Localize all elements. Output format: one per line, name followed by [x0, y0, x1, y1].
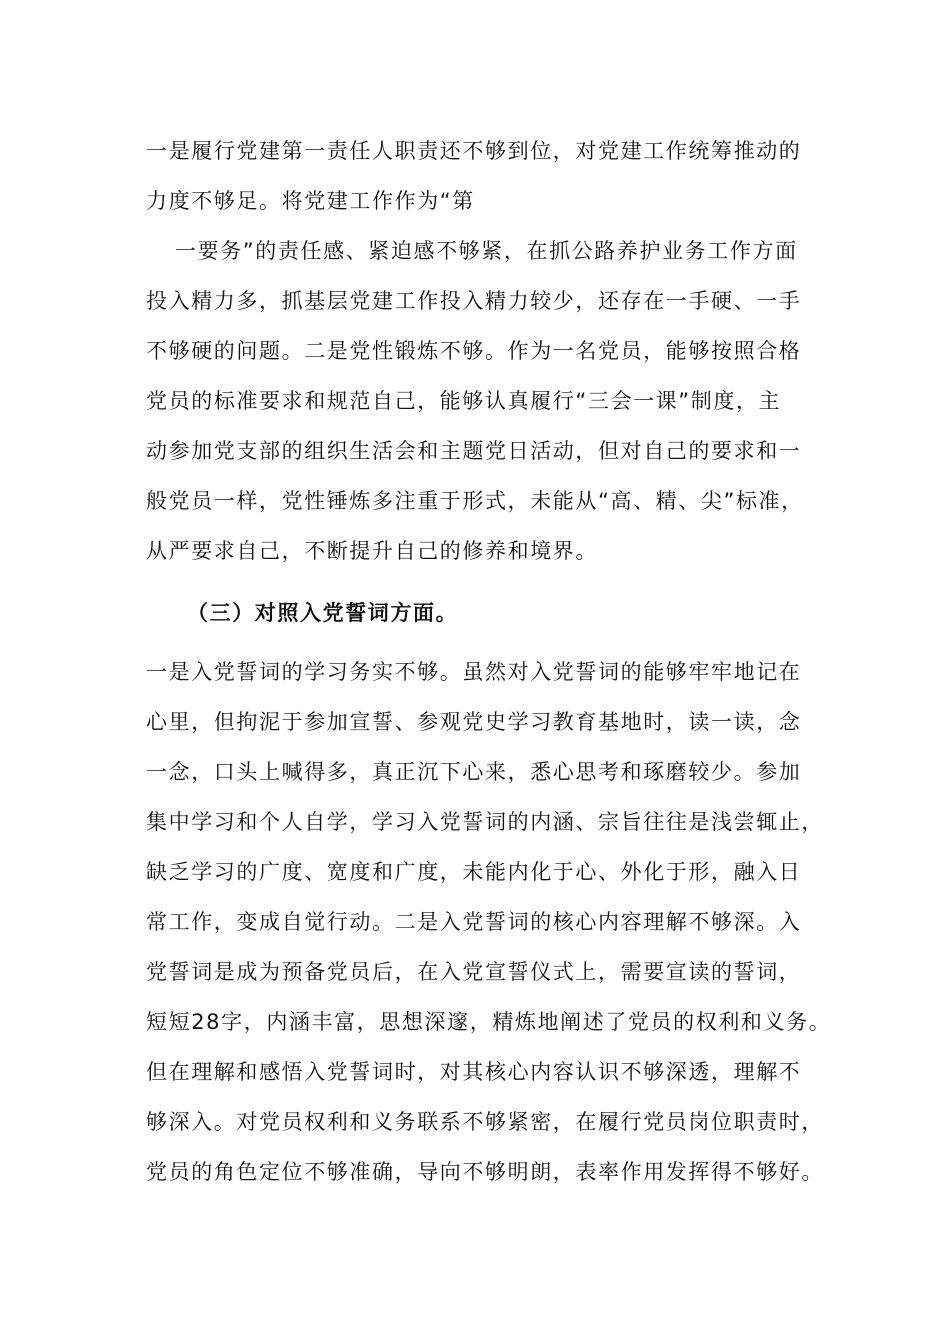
paragraph-line: 党员的标准要求和规范自己，能够认真履行“三会一课”制度，主 [146, 389, 782, 413]
paragraph-line: 党员的角色定位不够准确，导向不够明朗，表率作用发挥得不够好。 [146, 1160, 824, 1184]
paragraph-line: 一要务”的责任感、紧迫感不够紧，在抓公路养护业务工作方面 [175, 239, 798, 263]
paragraph-line: 一是入党誓词的学习务实不够。虽然对入党誓词的能够牢牢地记在 [146, 660, 802, 684]
paragraph-line: 短短28字，内涵丰富，思想深邃，精炼地阐述了党员的权利和义务。 [146, 1010, 832, 1034]
paragraph-line: 党誓词是成为预备党员后，在入党宣誓仪式上，需要宣读的誓词， [146, 960, 802, 984]
paragraph-line: 一念，口头上喊得多，真正沉下心来，悉心思考和琢磨较少。参加 [146, 760, 802, 784]
paragraph-line: 动参加党支部的组织生活会和主题党日活动，但对自己的要求和一 [146, 439, 802, 463]
paragraph-line: 心里，但拘泥于参加宣誓、参观党史学习教育基地时，读一读，念 [146, 710, 802, 734]
paragraph-line: 集中学习和个人自学，学习入党誓词的内涵、宗旨往往是浅尝辄止， [146, 810, 824, 834]
paragraph-line: 般党员一样，党性锤炼多注重于形式，未能从“高、精、尖”标准， [146, 489, 804, 513]
paragraph-line: 从严要求自己，不断提升自己的修养和境界。 [146, 539, 598, 563]
paragraph-line: 不够硬的问题。二是党性锻炼不够。作为一名党员，能够按照合格 [146, 339, 802, 363]
section-heading: （三）对照入党誓词方面。 [187, 601, 459, 625]
paragraph-line: 缺乏学习的广度、宽度和广度，未能内化于心、外化于形，融入日 [146, 860, 802, 884]
paragraph-line: 够深入。对党员权利和义务联系不够紧密，在履行党员岗位职责时， [146, 1110, 824, 1134]
paragraph-line: 力度不够足。将党建工作作为“第 [146, 189, 475, 213]
paragraph-line: 投入精力多，抓基层党建工作投入精力较少，还存在一手硬、一手 [146, 289, 802, 313]
paragraph-line: 但在理解和感悟入党誓词时，对其核心内容认识不够深透，理解不 [146, 1060, 802, 1084]
paragraph-line: 一是履行党建第一责任人职责还不够到位，对党建工作统筹推动的 [146, 139, 802, 163]
paragraph-line: 常工作，变成自觉行动。二是入党誓词的核心内容理解不够深。入 [146, 910, 802, 934]
